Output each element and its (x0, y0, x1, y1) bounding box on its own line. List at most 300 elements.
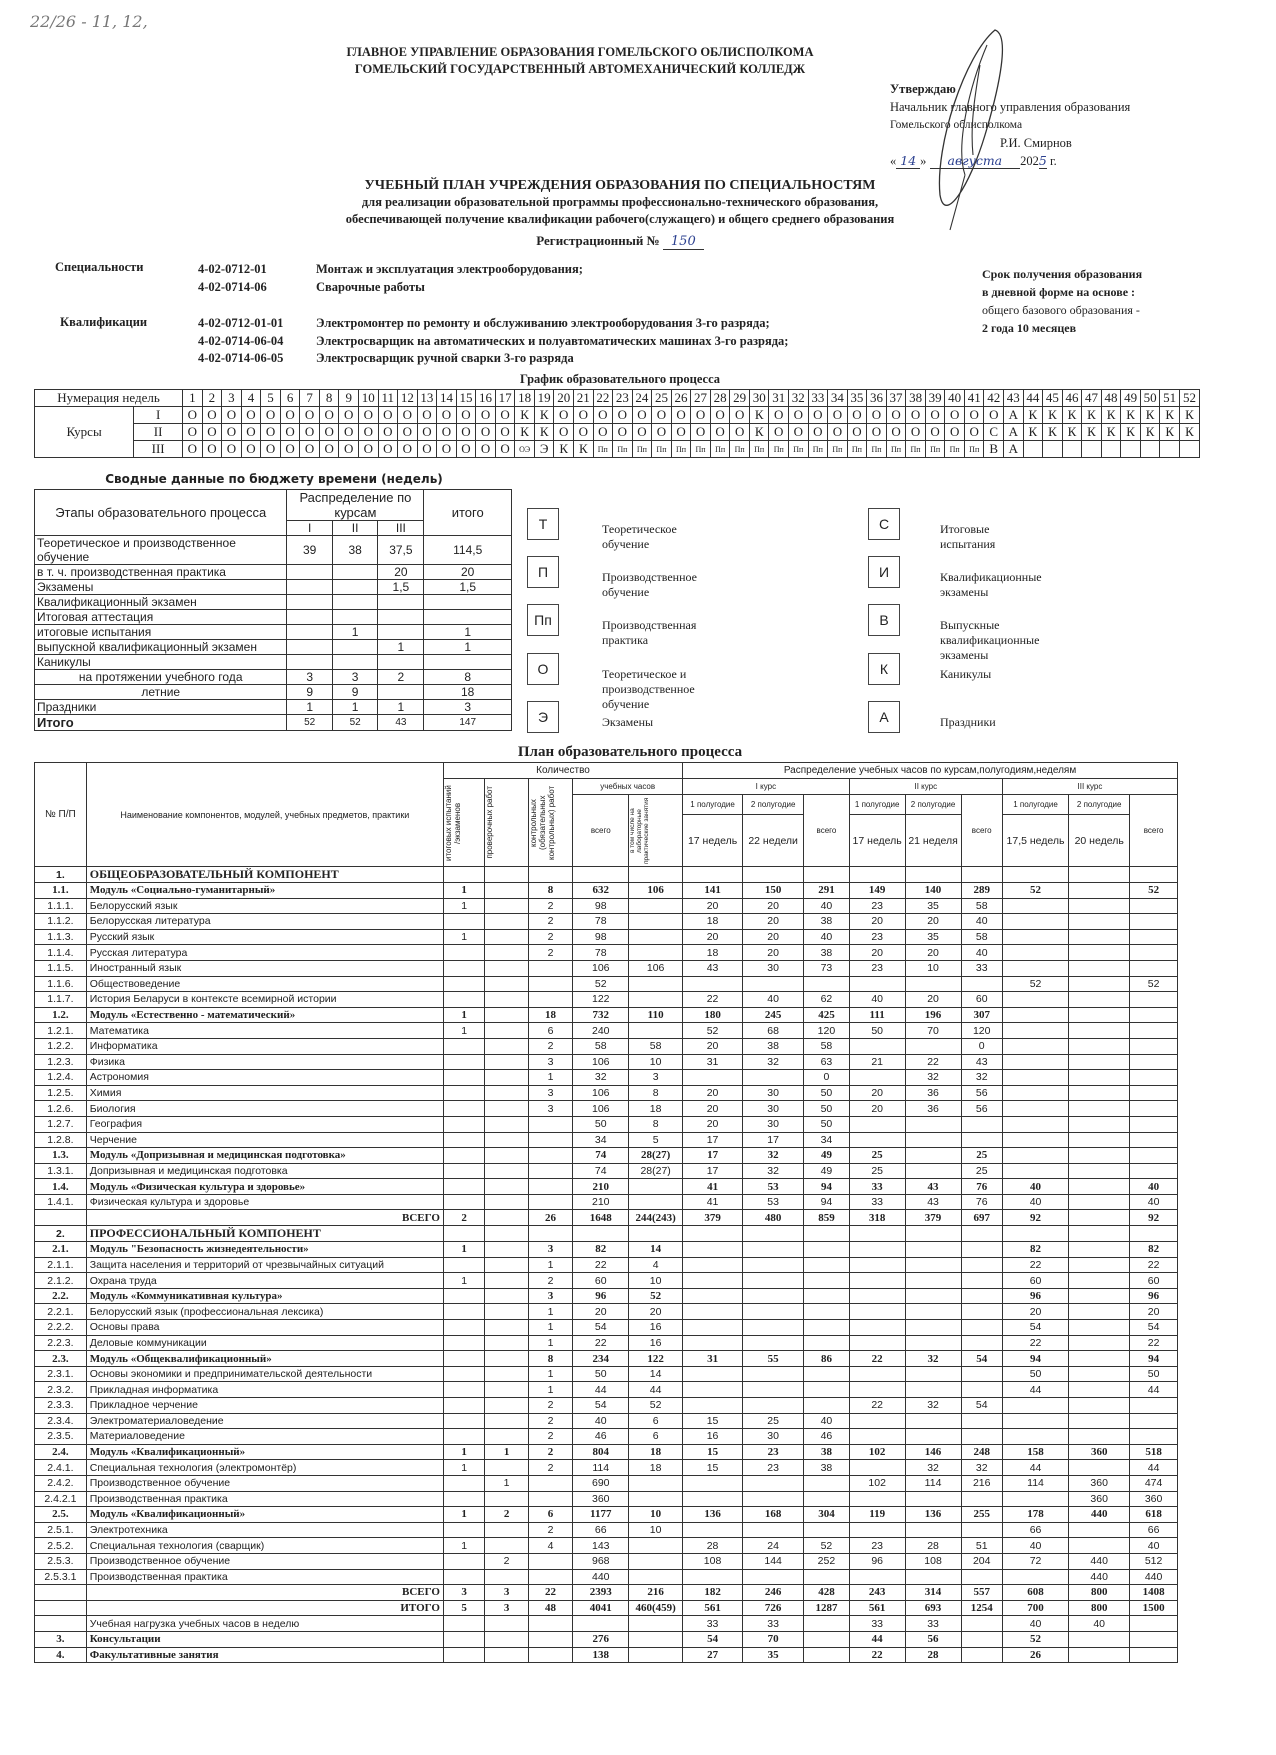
row-value (485, 1273, 528, 1289)
row-value (528, 1631, 573, 1647)
row-value: 50 (1130, 1366, 1178, 1382)
row-value (743, 1273, 804, 1289)
row-name: Специальная технология (сварщик) (86, 1538, 443, 1554)
plan-row (35, 898, 1178, 914)
row-value: 618 (1130, 1507, 1178, 1523)
legend-code: О (527, 653, 559, 685)
row-value (485, 945, 528, 961)
title-line-1: УЧЕБНЫЙ ПЛАН УЧРЕЖДЕНИЯ ОБРАЗОВАНИЯ ПО СПЕЦИАЛЬНОСТЯМ (364, 178, 876, 193)
row-value: 32 (743, 1054, 804, 1070)
plan-row (35, 1148, 1178, 1164)
row-value (961, 867, 1002, 883)
budget-row (35, 640, 512, 655)
schedule-cell: К (534, 424, 554, 441)
row-value (485, 1429, 528, 1445)
budget-label: на протяжении учебного года (35, 670, 287, 685)
row-value (743, 1491, 804, 1507)
row-number: 3. (35, 1631, 87, 1647)
row-number: 1.2.4. (35, 1070, 87, 1086)
row-value: 474 (1130, 1475, 1178, 1491)
approval-title: Утверждаю (890, 82, 956, 96)
budget-total: 1,5 (424, 580, 512, 595)
row-value: 425 (804, 1007, 850, 1023)
row-value (961, 1382, 1002, 1398)
row-name: ВСЕГО (86, 1210, 443, 1226)
row-value: 307 (961, 1007, 1002, 1023)
plan-row (35, 1491, 1178, 1507)
budget-table (34, 489, 512, 731)
schedule-cell: О (828, 424, 848, 441)
term-line-3: общего базового образования - (982, 303, 1140, 317)
row-name: Основы права (86, 1320, 443, 1336)
row-number: 4. (35, 1647, 87, 1663)
c2-sum: всего (961, 795, 1002, 867)
row-number: 2.5.1. (35, 1522, 87, 1538)
row-value (1130, 929, 1178, 945)
row-value (849, 1304, 905, 1320)
term-line-2: в дневной форме на основе : (982, 285, 1136, 299)
row-value: 800 (1069, 1600, 1130, 1616)
week-number: 8 (319, 390, 339, 407)
row-value (1069, 945, 1130, 961)
row-value (961, 1132, 1002, 1148)
row-value (1069, 898, 1130, 914)
row-value: 1 (443, 1007, 484, 1023)
row-number: 2.1.2. (35, 1273, 87, 1289)
schedule-cell: Пп (769, 441, 789, 458)
qualifications-list (198, 315, 788, 368)
row-value: 1177 (573, 1507, 629, 1523)
row-value: 32 (905, 1351, 961, 1367)
row-value (485, 1647, 528, 1663)
budget-label: Квалификационный экзамен (35, 595, 287, 610)
week-number: 15 (456, 390, 476, 407)
row-value (1002, 1023, 1068, 1039)
row-value: 82 (573, 1242, 629, 1258)
row-value (905, 1257, 961, 1273)
row-value: 106 (573, 960, 629, 976)
row-value (1130, 1398, 1178, 1414)
row-name: Учебная нагрузка учебных часов в неделю (86, 1616, 443, 1632)
budget-header-row (35, 490, 512, 521)
schedule-cell: О (300, 441, 320, 458)
row-value: 360 (1130, 1491, 1178, 1507)
row-value (1002, 1007, 1068, 1023)
budget-value: 52 (332, 715, 377, 731)
row-value (629, 1194, 683, 1210)
row-value (1069, 1226, 1130, 1242)
row-name: Белорусский язык (86, 898, 443, 914)
row-value (961, 1569, 1002, 1585)
row-value (961, 1116, 1002, 1132)
week-number: 6 (280, 390, 300, 407)
row-value (905, 1242, 961, 1258)
legend-label: Экзамены (602, 715, 654, 729)
row-name: Физическая культура и здоровье (86, 1194, 443, 1210)
row-value: 120 (961, 1023, 1002, 1039)
legend-code: С (868, 508, 900, 540)
row-name: Модуль «Общеквалификационный» (86, 1351, 443, 1367)
row-number: 2.2.3. (35, 1335, 87, 1351)
row-value: 20 (683, 898, 743, 914)
approval-position: Начальник главного управления образования (890, 100, 1131, 114)
row-value: 2 (528, 1522, 573, 1538)
row-value (1069, 1351, 1130, 1367)
plan-row (35, 1163, 1178, 1179)
week-number: 34 (828, 390, 848, 407)
budget-value: 43 (378, 715, 424, 731)
schedule-cell: Пп (945, 441, 965, 458)
row-value: 32 (573, 1070, 629, 1086)
week-number: 36 (867, 390, 887, 407)
row-value (1130, 1038, 1178, 1054)
row-value (443, 1179, 484, 1195)
row-value (1002, 1070, 1068, 1086)
row-value (629, 1553, 683, 1569)
row-value (528, 867, 573, 883)
budget-label: летние (35, 685, 287, 700)
row-value (961, 1273, 1002, 1289)
row-number (35, 1600, 87, 1616)
row-name: ПРОФЕССИОНАЛЬНЫЙ КОМПОНЕНТ (86, 1226, 443, 1242)
org-line-1: ГЛАВНОЕ УПРАВЛЕНИЕ ОБРАЗОВАНИЯ ГОМЕЛЬСКОГО ОБЛИСПОЛКОМА (346, 45, 814, 59)
row-value: 44 (849, 1631, 905, 1647)
row-value: 41 (683, 1194, 743, 1210)
schedule-cell: О (437, 441, 457, 458)
row-value: 608 (1002, 1585, 1068, 1601)
schedule-cell: О (691, 407, 711, 424)
row-value: 25 (849, 1163, 905, 1179)
schedule-cell: Пп (789, 441, 809, 458)
plan-row (35, 1179, 1178, 1195)
schedule-cell: К (515, 407, 535, 424)
row-value (1069, 929, 1130, 945)
row-value: 106 (573, 1101, 629, 1117)
row-number: 1.2.7. (35, 1116, 87, 1132)
row-name: ВСЕГО (86, 1585, 443, 1601)
schedule-cell: Э (534, 441, 554, 458)
row-value: 52 (1130, 976, 1178, 992)
schedule-cell: Пп (652, 441, 672, 458)
row-value (485, 1382, 528, 1398)
row-value: 20 (629, 1304, 683, 1320)
row-value: 22 (528, 1585, 573, 1601)
row-value (629, 1647, 683, 1663)
row-number: 2.4.2.1 (35, 1491, 87, 1507)
row-value: 66 (1002, 1522, 1068, 1538)
row-value: 20 (849, 914, 905, 930)
row-value (1069, 1304, 1130, 1320)
row-value (443, 1054, 484, 1070)
schedule-cell: О (300, 407, 320, 424)
row-value: 23 (849, 898, 905, 914)
row-value: 122 (573, 992, 629, 1008)
row-value: 15 (683, 1413, 743, 1429)
row-value: 108 (905, 1553, 961, 1569)
row-value: 106 (573, 1085, 629, 1101)
row-value: 428 (804, 1585, 850, 1601)
row-value (743, 1288, 804, 1304)
row-value (905, 1148, 961, 1164)
row-value: 58 (573, 1038, 629, 1054)
row-value: 18 (629, 1444, 683, 1460)
plan-row (35, 1070, 1178, 1086)
budget-value: 9 (332, 685, 377, 700)
row-value: 31 (683, 1054, 743, 1070)
row-value: 96 (1130, 1288, 1178, 1304)
row-value: 34 (573, 1132, 629, 1148)
row-name: Прикладная информатика (86, 1382, 443, 1398)
row-name: Производственное обучение (86, 1553, 443, 1569)
row-value (528, 1491, 573, 1507)
row-value (485, 1491, 528, 1507)
date-day: 14 (896, 153, 920, 169)
week-number: 21 (574, 390, 594, 407)
row-value: 859 (804, 1210, 850, 1226)
row-value (1069, 1398, 1130, 1414)
row-value (528, 1179, 573, 1195)
row-value: 210 (573, 1179, 629, 1195)
row-value (905, 1320, 961, 1336)
row-value: 70 (905, 1023, 961, 1039)
row-value: 1 (528, 1304, 573, 1320)
row-value (1069, 1429, 1130, 1445)
row-value (743, 1242, 804, 1258)
row-value: 63 (804, 1054, 850, 1070)
week-number: 38 (906, 390, 926, 407)
row-value (1069, 1320, 1130, 1336)
row-number (35, 1585, 87, 1601)
schedule-cell: О (202, 441, 222, 458)
schedule-cell: О (671, 424, 691, 441)
schedule-cell: О (358, 441, 378, 458)
qualification-item: 4-02-0714-06-04 Электросварщик на автоматических и полуавтоматических машинах 3-го разряда; (198, 333, 789, 348)
row-value: 52 (1130, 883, 1178, 899)
row-number: 2.4. (35, 1444, 87, 1460)
row-value: 38 (804, 1460, 850, 1476)
schedule-cell: В (984, 441, 1004, 458)
plan-row (35, 1616, 1178, 1632)
row-value (849, 1288, 905, 1304)
row-value: 1 (528, 1366, 573, 1382)
row-value: 20 (849, 1101, 905, 1117)
row-number: 2.2. (35, 1288, 87, 1304)
budget-value (378, 685, 424, 700)
row-value: 6 (629, 1413, 683, 1429)
schedule-cell: О (476, 424, 496, 441)
row-value (1069, 992, 1130, 1008)
row-value: 18 (629, 1101, 683, 1117)
row-value (804, 867, 850, 883)
row-name: Материаловедение (86, 1429, 443, 1445)
schedule-cell: О (476, 441, 496, 458)
row-value (1069, 867, 1130, 883)
schedule-cell: ОЭ (515, 441, 535, 458)
row-value (849, 1429, 905, 1445)
row-value (961, 1616, 1002, 1632)
row-value: 3 (528, 1054, 573, 1070)
budget-label: в т. ч. производственная практика (35, 565, 287, 580)
row-value (485, 1038, 528, 1054)
row-value (961, 1242, 1002, 1258)
row-value (804, 1320, 850, 1336)
row-value: 18 (683, 914, 743, 930)
row-value (443, 1038, 484, 1054)
row-value (485, 1210, 528, 1226)
row-value (1002, 945, 1068, 961)
row-number: 1.2. (35, 1007, 87, 1023)
row-value (905, 1335, 961, 1351)
row-value: 8 (629, 1085, 683, 1101)
row-value: 52 (1002, 1631, 1068, 1647)
schedule-cell: О (867, 407, 887, 424)
row-value: 34 (804, 1132, 850, 1148)
row-value: 10 (629, 1522, 683, 1538)
plan-row (35, 883, 1178, 899)
week-number: 24 (632, 390, 652, 407)
schedule-cell: О (632, 424, 652, 441)
schedule-cell (1179, 441, 1199, 458)
row-name: Защита населения и территорий от чрезвычайных ситуаций (86, 1257, 443, 1273)
row-value: 66 (1130, 1522, 1178, 1538)
row-value: 40 (1130, 1179, 1178, 1195)
schedule-cell: К (749, 407, 769, 424)
row-value (1002, 914, 1068, 930)
row-value: 72 (1002, 1553, 1068, 1569)
row-value: 114 (905, 1475, 961, 1491)
plan-row (35, 1460, 1178, 1476)
row-value: 146 (905, 1444, 961, 1460)
row-value: 56 (905, 1631, 961, 1647)
row-name: Модуль «Коммуникативная культура» (86, 1288, 443, 1304)
row-value (1069, 1460, 1130, 1476)
row-value: 40 (1069, 1616, 1130, 1632)
row-name: Обществоведение (86, 976, 443, 992)
row-value (743, 1398, 804, 1414)
plan-row (35, 1429, 1178, 1445)
row-value: 1 (443, 1273, 484, 1289)
row-name: Белорусский язык (профессиональная лексика) (86, 1304, 443, 1320)
row-value: 33 (849, 1616, 905, 1632)
budget-value: 1 (332, 625, 377, 640)
budget-value: 1 (378, 640, 424, 655)
row-value: 122 (629, 1351, 683, 1367)
row-value (683, 1382, 743, 1398)
c1h2-weeks: 22 недели (743, 815, 804, 867)
date-year-suffix: 5 (1038, 153, 1047, 168)
row-value (573, 1226, 629, 1242)
row-number: 2.5.3.1 (35, 1569, 87, 1585)
row-value: 518 (1130, 1444, 1178, 1460)
row-number: 2. (35, 1226, 87, 1242)
row-value (528, 1616, 573, 1632)
week-number: 13 (417, 390, 437, 407)
row-value: 82 (1130, 1242, 1178, 1258)
term-line-4: 2 года 10 месяцев (982, 321, 1077, 335)
row-name: Астрономия (86, 1070, 443, 1086)
row-value: 10 (629, 1507, 683, 1523)
row-value: 70 (743, 1631, 804, 1647)
legend-label: Производственное обучение (602, 570, 697, 599)
row-value (961, 1257, 1002, 1273)
row-value: 52 (1002, 883, 1068, 899)
row-name: География (86, 1116, 443, 1132)
week-number: 40 (945, 390, 965, 407)
row-value: 20 (1130, 1304, 1178, 1320)
row-value: 4041 (573, 1600, 629, 1616)
budget-value (287, 595, 332, 610)
col-distribution: Распределение учебных часов по курсам,полугодиям,неделям (683, 763, 1178, 779)
plan-row (35, 1288, 1178, 1304)
schedule-cell (1160, 441, 1180, 458)
row-value (905, 1413, 961, 1429)
week-number: 39 (925, 390, 945, 407)
row-value (528, 1148, 573, 1164)
row-value: 379 (905, 1210, 961, 1226)
course-header: I (287, 521, 332, 536)
row-value: 289 (961, 883, 1002, 899)
row-value: 28 (905, 1647, 961, 1663)
row-value (804, 1288, 850, 1304)
row-value: 50 (804, 1085, 850, 1101)
row-value: 1648 (573, 1210, 629, 1226)
row-value: 4 (528, 1538, 573, 1554)
row-value: 3 (528, 1085, 573, 1101)
schedule-cell: О (398, 441, 418, 458)
row-name: Производственная практика (86, 1569, 443, 1585)
row-value (443, 992, 484, 1008)
budget-value (287, 580, 332, 595)
row-value: 690 (573, 1475, 629, 1491)
row-value: 54 (573, 1320, 629, 1336)
row-value: 106 (629, 883, 683, 899)
row-value (485, 1351, 528, 1367)
row-value (961, 1304, 1002, 1320)
schedule-cell: О (222, 407, 242, 424)
budget-value (287, 655, 332, 670)
budget-value: 20 (378, 565, 424, 580)
row-value (443, 945, 484, 961)
row-value (743, 1522, 804, 1538)
row-value (629, 1023, 683, 1039)
row-name: Русская литература (86, 945, 443, 961)
row-value (905, 976, 961, 992)
row-value (961, 1320, 1002, 1336)
row-value: 726 (743, 1600, 804, 1616)
row-value: 2 (443, 1210, 484, 1226)
row-number: 2.4.1. (35, 1460, 87, 1476)
row-value (1069, 1631, 1130, 1647)
row-value: 51 (961, 1538, 1002, 1554)
row-value (485, 1631, 528, 1647)
week-number: 16 (476, 390, 496, 407)
row-value (1069, 1116, 1130, 1132)
row-value: 78 (573, 914, 629, 930)
row-value (804, 1491, 850, 1507)
row-value: 0 (961, 1038, 1002, 1054)
weeks-label: Нумерация недель (35, 390, 183, 407)
row-value: 10 (905, 960, 961, 976)
row-value: 32 (905, 1070, 961, 1086)
row-value: 28(27) (629, 1148, 683, 1164)
legend-code: И (868, 556, 900, 588)
row-value (849, 1257, 905, 1273)
week-number: 7 (300, 390, 320, 407)
row-value: 40 (1002, 1194, 1068, 1210)
schedule-cell: К (1121, 407, 1141, 424)
row-value (905, 1304, 961, 1320)
schedule-cell: О (925, 424, 945, 441)
